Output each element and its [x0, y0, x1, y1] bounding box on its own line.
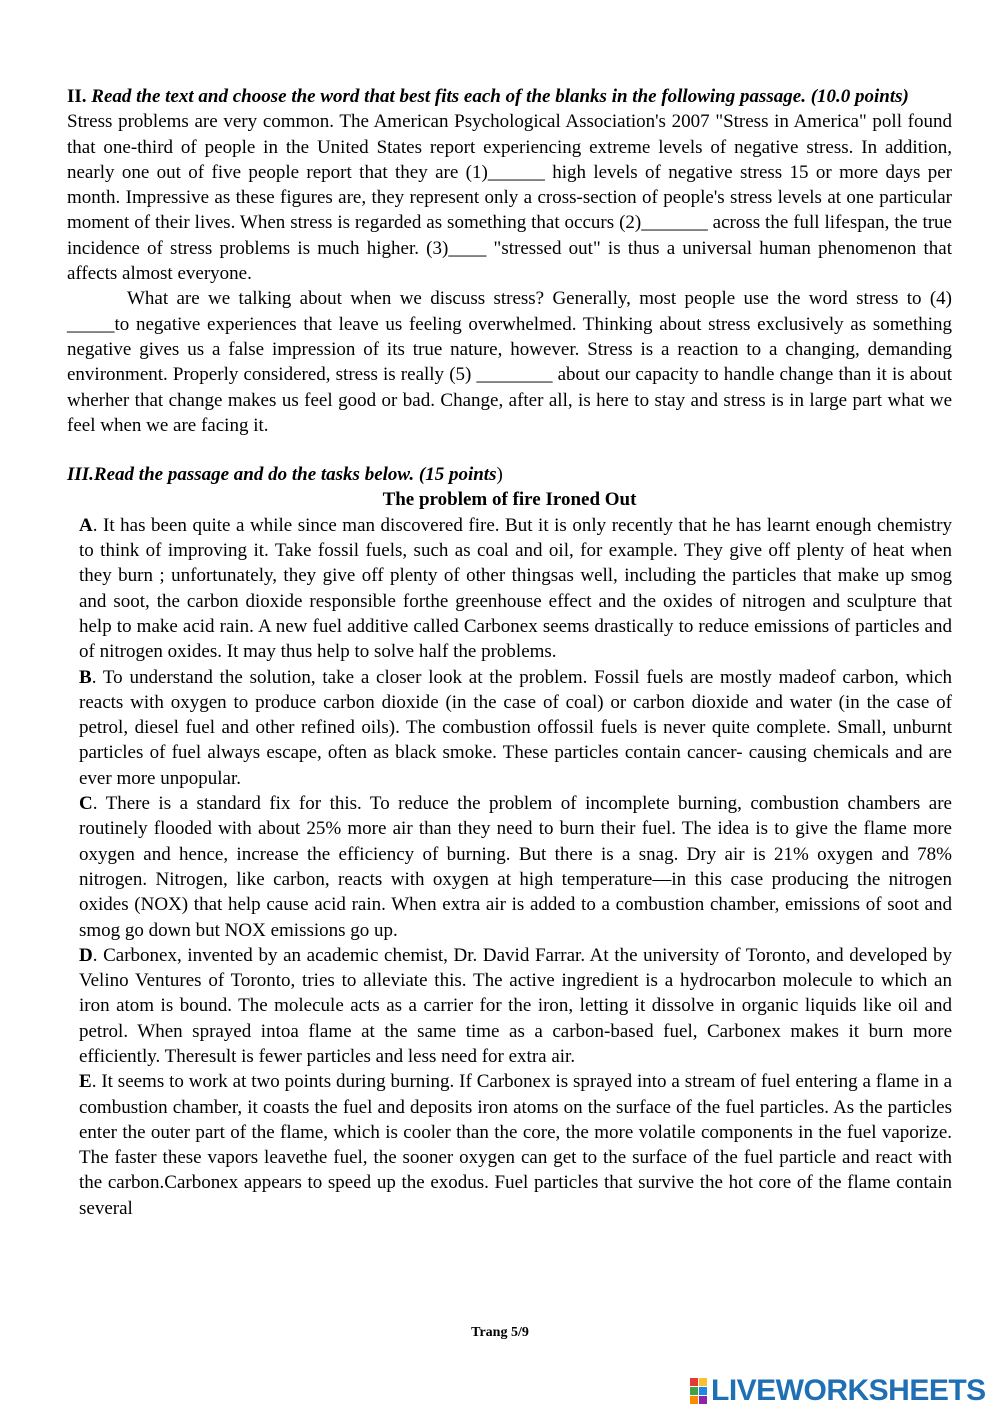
worksheet-page — [67, 84, 952, 1221]
section-2-instruction: Read the text and choose the word that best fits each of the blanks in the following passage. (10.0 points) — [91, 86, 909, 107]
section-2-number: II. — [67, 86, 87, 107]
liveworksheets-logo — [690, 1374, 986, 1408]
paragraph-letter: C — [79, 793, 93, 815]
paragraph-letter: A — [79, 514, 93, 536]
page-number: Trang 5/9 — [471, 1325, 529, 1340]
paragraph-letter: E — [79, 1071, 92, 1093]
passage-paragraph-e — [79, 1069, 952, 1221]
section-2-paragraph-2: What are we talking about when we discuss stress? Generally, most people use the word stress to (4) _____to negative experiences that leave us feeling overwhelmed. Thinking about stress exclusively as something negative gives us a false impression of its true nature, however. Stress is a reaction to a changing, demanding environment. Properly considered, stress is really (5) ________ about our capacity to handle change than it is about wherher that change makes us feel good or bad. Change, after all, is here to stay and stress is in large part what we feel when we are facing it. — [67, 288, 952, 436]
paragraph-text: . It has been quite a while since man discovered fire. But it is only recently that he has learnt enough chemistry to think of improving it. Take fossil fuels, such as coal and oil, for example. They give off plenty of heat when they burn ; unfortunately, they give off plenty of other thingsas well, including the particles that make up smog and soot, the carbon dioxide responsible forthe greenhouse effect and the oxides of nitrogen and sculpture that help to make acid rain. A new fuel additive called Carbonex seems drastically to reduce emissions of particles and of nitrogen oxides. It may thus help to solve half the problems. — [79, 514, 952, 663]
paragraph-text: . There is a standard fix for this. To reduce the problem of incomplete burning, combustion chambers are routinely flooded with about 25% more air than they need to burn their fuel. The idea is to give the flame more oxygen and hence, increase the efficiency of burning. But there is a snag. Dry air is 21% oxygen and 78% nitrogen. Nitrogen, like carbon, reacts with oxygen at high temperature—in this case producing the nitrogen oxides (NOX) that help cause acid rain. When extra air is added to a combustion chamber, emissions of soot and smog go down but NOX emissions go up. — [79, 793, 952, 941]
section-3-instruction-close: ) — [496, 464, 503, 486]
paragraph-text: . It seems to work at two points during burning. If Carbonex is sprayed into a stream of fuel entering a flame in a combustion chamber, it coasts the fuel and deposits iron atoms on the surface of the fuel particles. As the particles enter the outer part of the flame, which is cooler than the core, the more volatile components in the fuel vaporize. The faster these vapors leavethe fuel, the sooner oxygen can get to the surface of the fuel particle and react with the carbon.Carbonex appears to speed up the exodus. Fuel particles that survive the hot core of the flame contain several — [79, 1071, 952, 1219]
passage-paragraph-c — [79, 791, 952, 943]
passage-title: The problem of fire Ironed Out — [382, 489, 637, 511]
passage-paragraph-a — [79, 513, 952, 665]
logo-text: LIVEWORKSHEETS — [711, 1374, 986, 1408]
section-2-heading — [67, 84, 952, 109]
paragraph-letter: B — [79, 666, 92, 688]
section-3-instruction: III.Read the passage and do the tasks below. (15 points — [67, 464, 497, 486]
passage-paragraph-d — [79, 943, 952, 1069]
passage-paragraph-b — [79, 665, 952, 791]
section-2-paragraph-1: Stress problems are very common. The American Psychological Association's 2007 "Stress in America" poll found that one-third of people in the United States report experiencing extreme levels of negative stress. In addition, nearly one out of five people report that they are (1)______ high levels of negative stress 15 or more days per month. Impressive as these figures are, they represent only a cross-section of people's stress levels at one particular moment of their lives. When stress is regarded as something that occurs (2)_______ across the full lifespan, the true incidence of stress problems is much higher. (3)____ "stressed out" is thus a universal human phenomenon that affects almost everyone. — [67, 111, 952, 285]
reading-passage — [79, 513, 952, 1221]
section-3-heading — [67, 462, 952, 487]
logo-mark-icon — [690, 1378, 707, 1404]
paragraph-text: . To understand the solution, take a closer look at the problem. Fossil fuels are mostly madeof carbon, which reacts with oxygen to produce carbon dioxide (in the case of coal) or carbon dioxide and water (in the case of petrol, diesel fuel and other refined oils). The combustion offossil fuels is never quite complete. Small, unburnt particles of fuel always escape, often as black smoke. These particles contain cancer- causing chemicals and are ever more unpopular. — [79, 666, 952, 789]
paragraph-letter: D — [79, 944, 93, 966]
paragraph-text: . Carbonex, invented by an academic chemist, Dr. David Farrar. At the university of Toronto, and developed by Velino Ventures of Toronto, tries to alleviate this. The active ingredient is a hydrocarbon molecule to which an iron atom is bound. The molecule acts as a carrier for the iron, letting it dissolve in organic liquids like oil and petrol. When sprayed intoa flame at the same time as a carbon-based fuel, Carbonex makes it burn more efficiently. Theresult is fewer particles and less need for extra air. — [79, 944, 952, 1067]
